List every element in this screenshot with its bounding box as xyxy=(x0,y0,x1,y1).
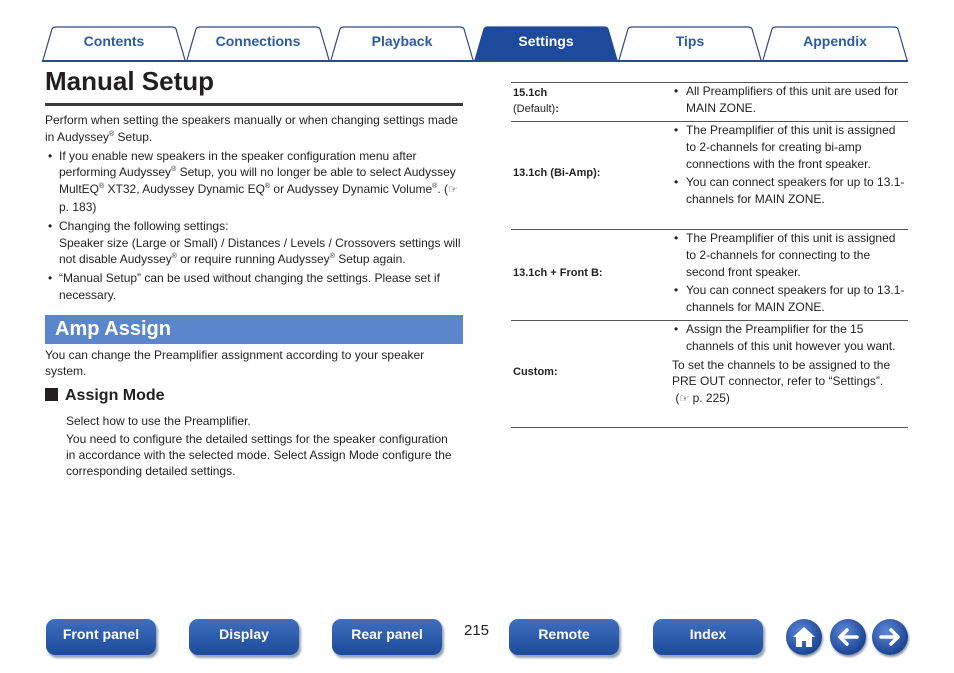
intro-bullet-list xyxy=(45,148,465,304)
remote-button[interactable]: Remote xyxy=(509,619,619,655)
tab-label: Tips xyxy=(675,33,705,49)
list-item: • “Manual Setup” can be used without changing the settings. Please set if necessary. xyxy=(45,270,465,304)
display-button[interactable]: Display xyxy=(189,619,299,655)
list-item: • Changing the following settings: Speaker size (Large or Small) / Distances / Levels / Crossovers settings will not disable Audyssey® or require running Audyssey® Setup again. xyxy=(45,218,465,268)
tab-playback[interactable] xyxy=(330,26,474,60)
table-row xyxy=(511,82,908,121)
index-button[interactable]: Index xyxy=(653,619,763,655)
table-row xyxy=(511,229,908,320)
list-item: • The Preamplifier of this unit is assigned to 2-channels for creating bi-amp connections with the front speaker. xyxy=(672,122,908,172)
section-heading-amp-assign: Amp Assign xyxy=(45,315,463,344)
tab-label: Appendix xyxy=(803,33,867,49)
row-description xyxy=(672,122,908,210)
tab-label: Settings xyxy=(518,33,574,49)
section-description: You can change the Preamplifier assignment according to your speaker system. xyxy=(45,348,425,378)
back-arrow-icon xyxy=(830,619,866,655)
back-button[interactable] xyxy=(830,619,866,655)
subsection-body-2: You need to configure the detailed settings for the speaker configuration in accordance with the selected mode. Select Assign Mode configure the corresponding detailed settings. xyxy=(66,432,452,478)
list-item: • Assign the Preamplifier for the 15 channels of this unit however you want. xyxy=(672,321,908,355)
row-label: 13.1ch + Front B: xyxy=(513,267,603,279)
assign-mode-table xyxy=(511,82,908,428)
title-divider xyxy=(45,103,463,106)
intro-text xyxy=(45,112,465,306)
home-icon xyxy=(786,619,822,655)
list-item: • All Preamplifiers of this unit are used for MAIN ZONE. xyxy=(672,83,908,117)
page-reference-link[interactable]: p. 183) xyxy=(59,199,97,214)
row-description xyxy=(672,83,908,119)
rear-panel-button[interactable]: Rear panel xyxy=(332,619,442,655)
tab-tips[interactable] xyxy=(618,26,762,60)
tab-appendix[interactable] xyxy=(762,26,908,60)
row-note: To set the channels to be assigned to the PRE OUT connector, refer to “Settings”. (☞ p. 225) xyxy=(672,357,891,406)
row-label: 15.1ch (Default): xyxy=(513,87,559,115)
row-label: 13.1ch (Bi-Amp): xyxy=(513,167,601,179)
tab-label: Connections xyxy=(215,33,301,49)
list-item: • The Preamplifier of this unit is assigned to 2-channels for connecting to the second front speaker. xyxy=(672,230,908,280)
page-reference-link[interactable]: p. 225) xyxy=(692,391,730,406)
subsection-body-1: Select how to use the Preamplifier. xyxy=(66,414,251,428)
page-title: Manual Setup xyxy=(45,66,215,96)
subsection-heading: Assign Mode xyxy=(45,386,165,406)
list-item: • You can connect speakers for up to 13.1-channels for MAIN ZONE. xyxy=(672,174,908,208)
table-row xyxy=(511,121,908,229)
forward-arrow-icon xyxy=(872,619,908,655)
front-panel-button[interactable]: Front panel xyxy=(46,619,156,655)
square-bullet-icon xyxy=(45,388,58,401)
hand-pointer-icon: ☞ xyxy=(679,393,690,406)
row-description xyxy=(672,230,908,318)
home-button[interactable] xyxy=(786,619,822,655)
tab-underline xyxy=(42,60,908,62)
tab-contents[interactable] xyxy=(42,26,186,60)
tab-label: Contents xyxy=(83,33,145,49)
forward-button[interactable] xyxy=(872,619,908,655)
page-number: 215 xyxy=(464,622,490,639)
tab-connections[interactable] xyxy=(186,26,330,60)
table-row xyxy=(511,320,908,428)
tab-settings[interactable] xyxy=(474,26,618,60)
list-item: • If you enable new speakers in the speaker configuration menu after performing Audyssey® Setup, you will no longer be able to select Audyssey MultEQ® XT32, Audyssey Dynamic EQ® or Audyssey Dynamic Volume®. (☞ p. 183) xyxy=(45,148,465,216)
top-tab-bar xyxy=(42,26,910,62)
list-item: • You can connect speakers for up to 13.1-channels for MAIN ZONE. xyxy=(672,282,908,316)
intro-paragraph: Perform when setting the speakers manually or when changing settings made in Audyssey® Setup. xyxy=(45,113,458,144)
row-description xyxy=(672,321,908,408)
tab-label: Playback xyxy=(371,33,433,49)
hand-pointer-icon: ☞ xyxy=(448,184,458,197)
row-label: Custom: xyxy=(513,366,558,378)
